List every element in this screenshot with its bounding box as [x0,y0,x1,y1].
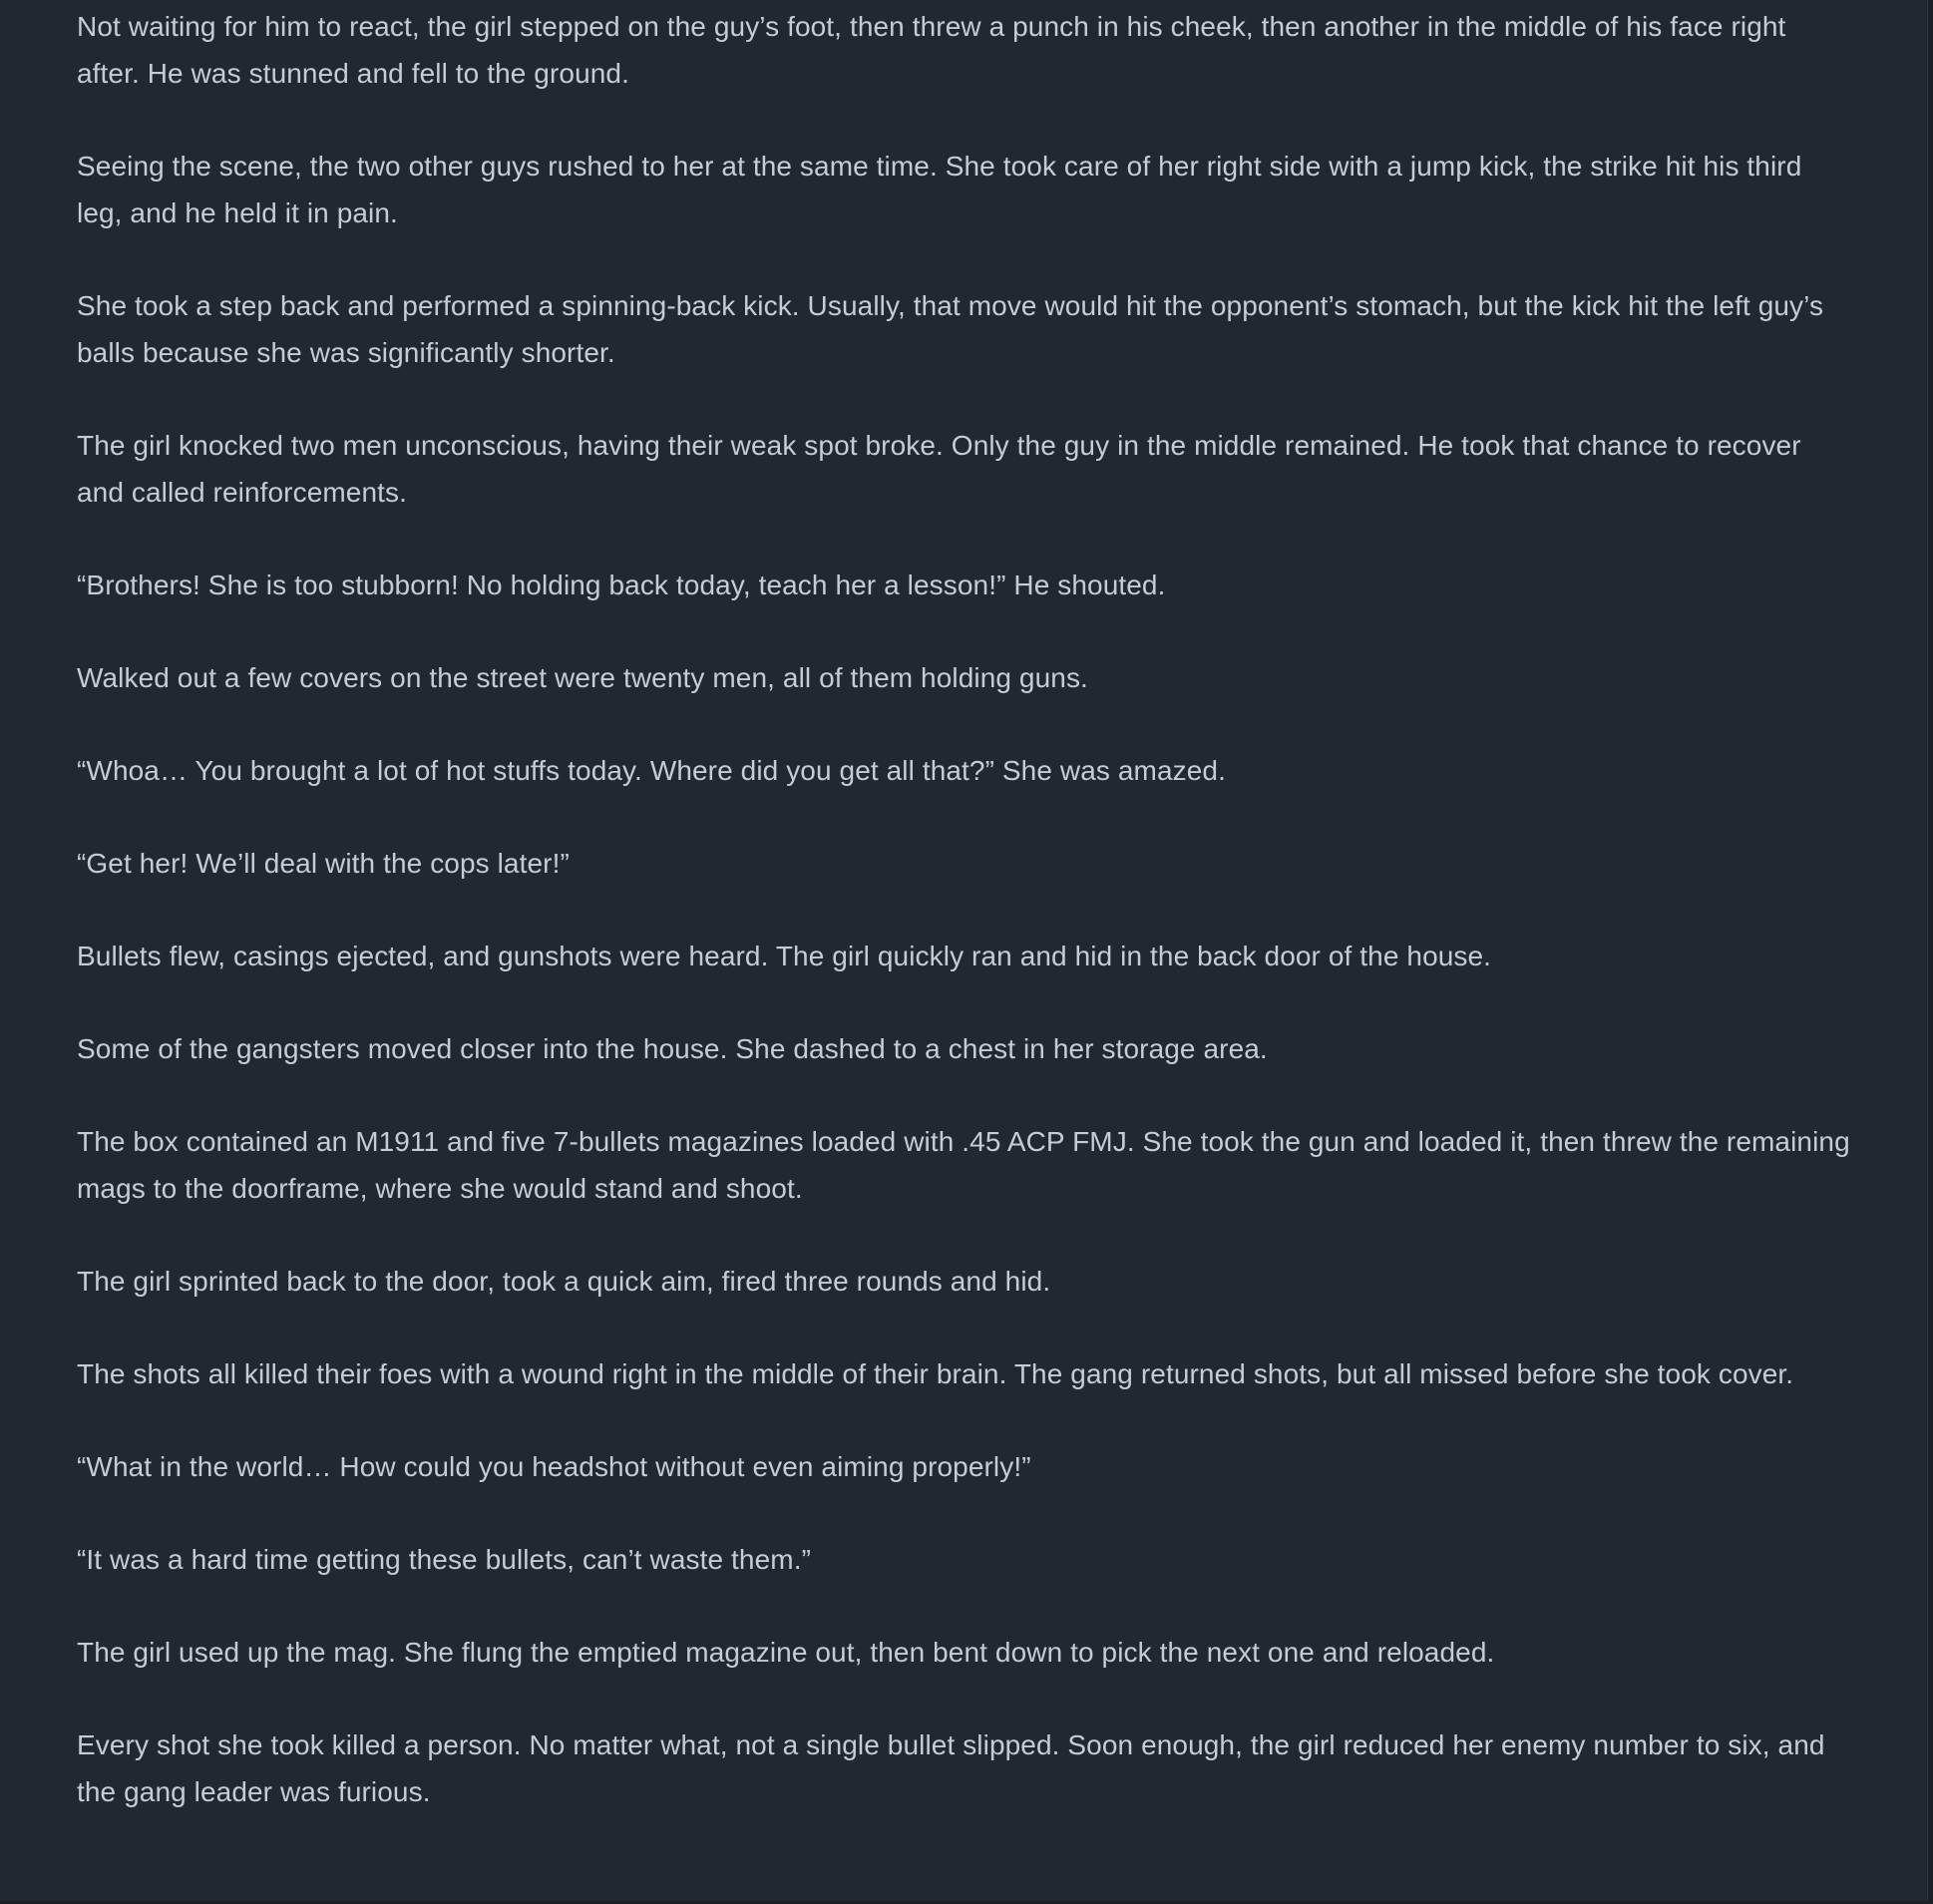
paragraph: “What in the world… How could you headshot without even aiming properly!” [77,1451,1031,1482]
paragraph: The girl used up the mag. She flung the emptied magazine out, then bent down to pick the next one and reloaded. [77,1637,1495,1668]
paragraph: “Whoa… You brought a lot of hot stuffs today. Where did you get all that?” She was amazed. [77,755,1226,786]
paragraph: Not waiting for him to react, the girl stepped on the guy’s foot, then threw a punch in his cheek, then another in the middle of his face right after. He was stunned and fell to the ground. [77,11,1786,89]
paragraph: The girl knocked two men unconscious, having their weak spot broke. Only the guy in the middle remained. He took that chance to recover and called reinforcements. [77,430,1801,508]
paragraph: Seeing the scene, the two other guys rushed to her at the same time. She took care of her right side with a jump kick, the strike hit his third leg, and he held it in pain. [77,151,1802,228]
paragraph: She took a step back and performed a spinning-back kick. Usually, that move would hit the opponent’s stomach, but the kick hit the left guy’s balls because she was significantly shorter. [77,290,1824,368]
paragraph: Some of the gangsters moved closer into the house. She dashed to a chest in her storage area. [77,1033,1268,1064]
paragraph: The girl sprinted back to the door, took a quick aim, fired three rounds and hid. [77,1266,1051,1297]
paragraph: Walked out a few covers on the street were twenty men, all of them holding guns. [77,662,1088,693]
paragraph: The shots all killed their foes with a wound right in the middle of their brain. The gang returned shots, but all missed before she took cover. [77,1358,1794,1389]
paragraph: “Brothers! She is too stubborn! No holding back today, teach her a lesson!” He shouted. [77,570,1166,600]
paragraph: “Get her! We’ll deal with the cops later!” [77,848,570,879]
paragraph: Every shot she took killed a person. No matter what, not a single bullet slipped. Soon enough, the girl reduced her enemy number to six, and the gang leader was furious. [77,1729,1825,1807]
reader-content [77,3,1852,1861]
paragraph: The box contained an M1911 and five 7-bullets magazines loaded with .45 ACP FMJ. She took the gun and loaded it, then threw the remaining mags to the doorframe, where she would stand and shoot. [77,1126,1850,1204]
scrollbar-track[interactable] [1927,0,1933,1904]
paragraph: “It was a hard time getting these bullets, can’t waste them.” [77,1544,811,1575]
paragraph: Bullets flew, casings ejected, and gunshots were heard. The girl quickly ran and hid in the back door of the house. [77,941,1492,971]
